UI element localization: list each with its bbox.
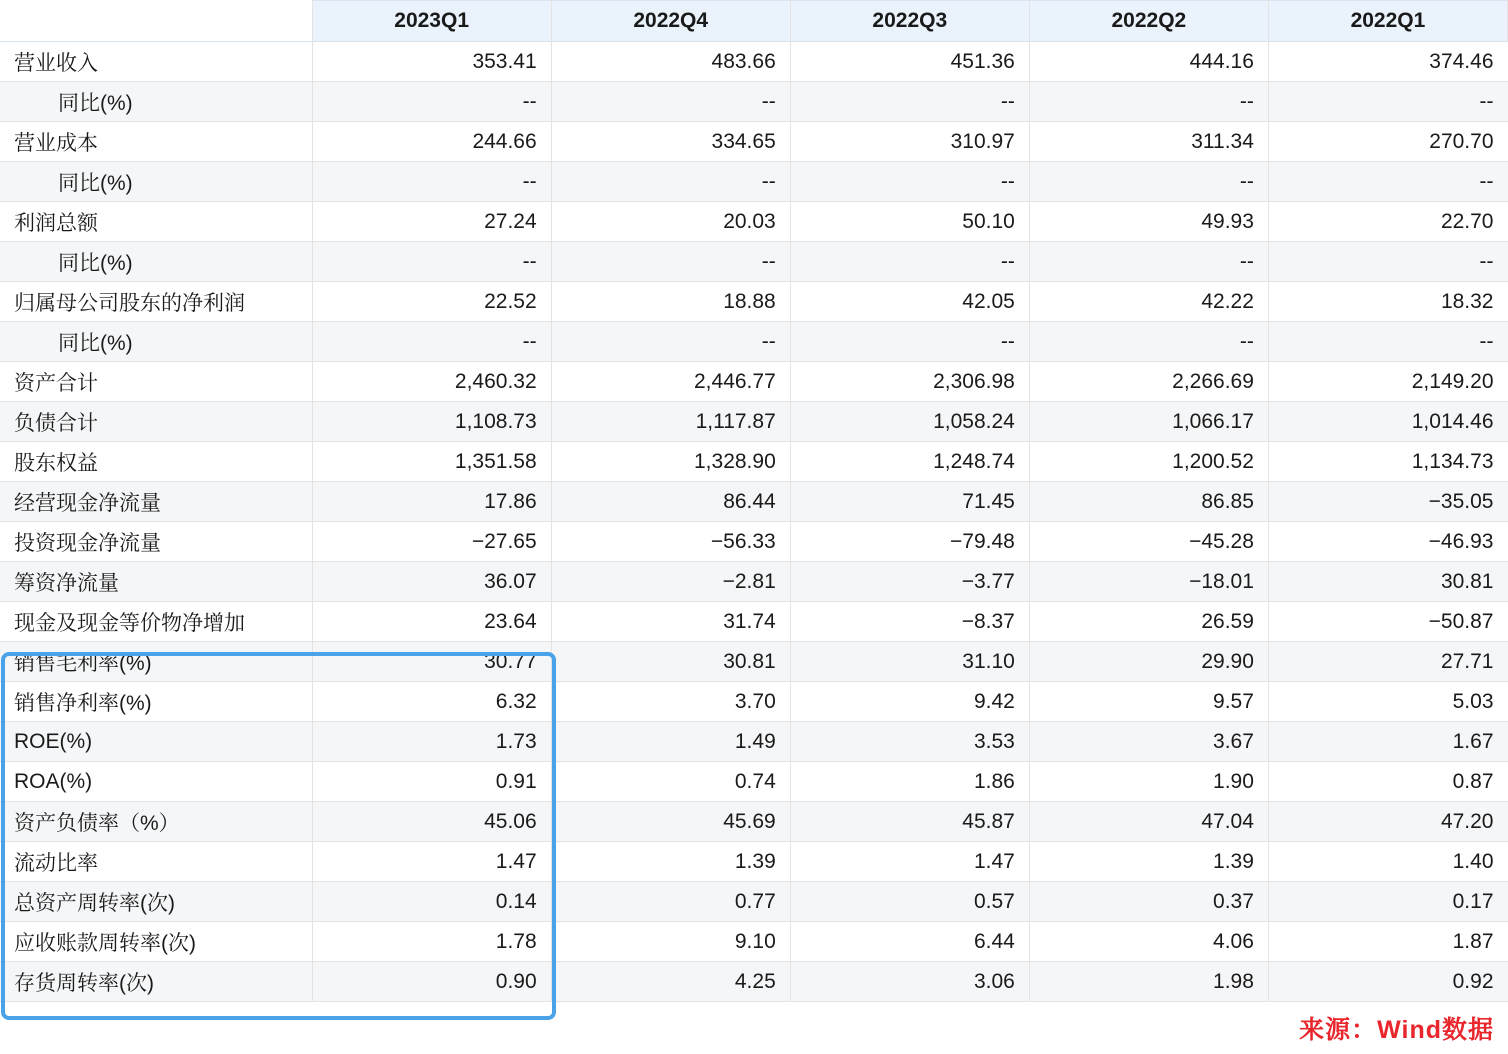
cell-value: 30.77: [312, 642, 551, 682]
cell-value: −50.87: [1268, 602, 1507, 642]
cell-value: --: [312, 82, 551, 122]
cell-value: --: [790, 82, 1029, 122]
table-row: [0, 722, 1508, 762]
cell-value: 1.86: [790, 762, 1029, 802]
row-label: 资产合计: [0, 362, 312, 402]
column-header-2022Q1: 2022Q1: [1268, 1, 1507, 42]
cell-value: −27.65: [312, 522, 551, 562]
row-label: 经营现金净流量: [0, 482, 312, 522]
cell-value: 26.59: [1029, 602, 1268, 642]
column-header-2022Q3: 2022Q3: [790, 1, 1029, 42]
row-label: 同比(%): [0, 242, 312, 282]
cell-value: 31.10: [790, 642, 1029, 682]
cell-value: 18.32: [1268, 282, 1507, 322]
cell-value: 244.66: [312, 122, 551, 162]
cell-value: 4.25: [551, 962, 790, 1002]
cell-value: --: [312, 242, 551, 282]
cell-value: 49.93: [1029, 202, 1268, 242]
row-label: 流动比率: [0, 842, 312, 882]
cell-value: 9.42: [790, 682, 1029, 722]
row-label: 同比(%): [0, 162, 312, 202]
table-row: [0, 762, 1508, 802]
cell-value: 1.49: [551, 722, 790, 762]
cell-value: 2,460.32: [312, 362, 551, 402]
table-row: [0, 402, 1508, 442]
cell-value: −79.48: [790, 522, 1029, 562]
cell-value: --: [1029, 242, 1268, 282]
cell-value: --: [790, 162, 1029, 202]
cell-value: 353.41: [312, 42, 551, 82]
cell-value: 334.65: [551, 122, 790, 162]
row-label: 现金及现金等价物净增加: [0, 602, 312, 642]
cell-value: 1,058.24: [790, 402, 1029, 442]
table-row: [0, 802, 1508, 842]
cell-value: 451.36: [790, 42, 1029, 82]
cell-value: −45.28: [1029, 522, 1268, 562]
cell-value: 2,266.69: [1029, 362, 1268, 402]
row-label: 负债合计: [0, 402, 312, 442]
table-row: [0, 642, 1508, 682]
cell-value: −46.93: [1268, 522, 1507, 562]
cell-value: 0.77: [551, 882, 790, 922]
table-row: [0, 162, 1508, 202]
cell-value: --: [790, 322, 1029, 362]
cell-value: --: [1029, 162, 1268, 202]
row-label: 销售毛利率(%): [0, 642, 312, 682]
cell-value: 47.20: [1268, 802, 1507, 842]
cell-value: 42.05: [790, 282, 1029, 322]
cell-value: --: [312, 322, 551, 362]
row-label: 投资现金净流量: [0, 522, 312, 562]
cell-value: 310.97: [790, 122, 1029, 162]
cell-value: 270.70: [1268, 122, 1507, 162]
cell-value: 6.44: [790, 922, 1029, 962]
row-label: 股东权益: [0, 442, 312, 482]
cell-value: 20.03: [551, 202, 790, 242]
cell-value: 86.85: [1029, 482, 1268, 522]
cell-value: 1.47: [312, 842, 551, 882]
table-row: [0, 122, 1508, 162]
table-body: [0, 42, 1508, 1002]
cell-value: 1,248.74: [790, 442, 1029, 482]
cell-value: 22.70: [1268, 202, 1507, 242]
row-label: 营业成本: [0, 122, 312, 162]
cell-value: −18.01: [1029, 562, 1268, 602]
cell-value: −3.77: [790, 562, 1029, 602]
cell-value: 483.66: [551, 42, 790, 82]
cell-value: --: [1029, 82, 1268, 122]
row-label: 应收账款周转率(次): [0, 922, 312, 962]
table-row: [0, 682, 1508, 722]
cell-value: 18.88: [551, 282, 790, 322]
row-label: 销售净利率(%): [0, 682, 312, 722]
cell-value: 45.87: [790, 802, 1029, 842]
cell-value: 17.86: [312, 482, 551, 522]
cell-value: 45.06: [312, 802, 551, 842]
cell-value: 0.91: [312, 762, 551, 802]
cell-value: --: [551, 82, 790, 122]
cell-value: 30.81: [551, 642, 790, 682]
cell-value: 3.53: [790, 722, 1029, 762]
cell-value: −56.33: [551, 522, 790, 562]
cell-value: 0.37: [1029, 882, 1268, 922]
table-row: [0, 82, 1508, 122]
cell-value: 1,200.52: [1029, 442, 1268, 482]
cell-value: --: [551, 242, 790, 282]
column-header-2023Q1: 2023Q1: [312, 1, 551, 42]
table-row: [0, 962, 1508, 1002]
cell-value: 23.64: [312, 602, 551, 642]
cell-value: 1.40: [1268, 842, 1507, 882]
cell-value: 311.34: [1029, 122, 1268, 162]
row-label: 归属母公司股东的净利润: [0, 282, 312, 322]
cell-value: 2,446.77: [551, 362, 790, 402]
cell-value: 4.06: [1029, 922, 1268, 962]
table-row: [0, 202, 1508, 242]
row-label: 筹资净流量: [0, 562, 312, 602]
cell-value: --: [1268, 322, 1507, 362]
cell-value: 71.45: [790, 482, 1029, 522]
cell-value: 22.52: [312, 282, 551, 322]
cell-value: 29.90: [1029, 642, 1268, 682]
cell-value: 1,134.73: [1268, 442, 1507, 482]
table-row: [0, 842, 1508, 882]
cell-value: 1.39: [1029, 842, 1268, 882]
cell-value: 9.10: [551, 922, 790, 962]
source-label: 来源：Wind数据: [1299, 1016, 1494, 1044]
table-corner-cell: [0, 1, 312, 42]
cell-value: 0.92: [1268, 962, 1507, 1002]
cell-value: 444.16: [1029, 42, 1268, 82]
row-label: 利润总额: [0, 202, 312, 242]
row-label: 总资产周转率(次): [0, 882, 312, 922]
cell-value: 1.73: [312, 722, 551, 762]
table-row: [0, 242, 1508, 282]
cell-value: 1.90: [1029, 762, 1268, 802]
table-row: [0, 42, 1508, 82]
row-label: 同比(%): [0, 322, 312, 362]
cell-value: 27.71: [1268, 642, 1507, 682]
table-row: [0, 442, 1508, 482]
cell-value: 42.22: [1029, 282, 1268, 322]
cell-value: 45.69: [551, 802, 790, 842]
cell-value: 1.67: [1268, 722, 1507, 762]
cell-value: 0.14: [312, 882, 551, 922]
row-label: 存货周转率(次): [0, 962, 312, 1002]
cell-value: --: [551, 322, 790, 362]
cell-value: 1,066.17: [1029, 402, 1268, 442]
row-label: ROA(%): [0, 762, 312, 802]
cell-value: --: [551, 162, 790, 202]
cell-value: 1,014.46: [1268, 402, 1507, 442]
cell-value: 1.98: [1029, 962, 1268, 1002]
cell-value: −35.05: [1268, 482, 1507, 522]
cell-value: 6.32: [312, 682, 551, 722]
cell-value: 1.87: [1268, 922, 1507, 962]
cell-value: --: [1268, 82, 1507, 122]
cell-value: 47.04: [1029, 802, 1268, 842]
cell-value: --: [312, 162, 551, 202]
cell-value: −2.81: [551, 562, 790, 602]
column-header-2022Q2: 2022Q2: [1029, 1, 1268, 42]
cell-value: 1,108.73: [312, 402, 551, 442]
table-row: [0, 602, 1508, 642]
cell-value: 27.24: [312, 202, 551, 242]
cell-value: 1,117.87: [551, 402, 790, 442]
cell-value: 1,351.58: [312, 442, 551, 482]
cell-value: 2,306.98: [790, 362, 1029, 402]
cell-value: 9.57: [1029, 682, 1268, 722]
cell-value: --: [790, 242, 1029, 282]
cell-value: 0.57: [790, 882, 1029, 922]
table-row: [0, 922, 1508, 962]
row-label: 营业收入: [0, 42, 312, 82]
table-row: [0, 282, 1508, 322]
row-label: 资产负债率（%）: [0, 802, 312, 842]
cell-value: 1.78: [312, 922, 551, 962]
cell-value: 0.17: [1268, 882, 1507, 922]
cell-value: 3.67: [1029, 722, 1268, 762]
cell-value: 3.06: [790, 962, 1029, 1002]
cell-value: --: [1029, 322, 1268, 362]
cell-value: 3.70: [551, 682, 790, 722]
cell-value: 30.81: [1268, 562, 1507, 602]
cell-value: 374.46: [1268, 42, 1507, 82]
column-header-2022Q4: 2022Q4: [551, 1, 790, 42]
cell-value: 0.74: [551, 762, 790, 802]
cell-value: 5.03: [1268, 682, 1507, 722]
cell-value: --: [1268, 242, 1507, 282]
cell-value: 31.74: [551, 602, 790, 642]
table-row: [0, 522, 1508, 562]
cell-value: --: [1268, 162, 1507, 202]
table-row: [0, 322, 1508, 362]
row-label: 同比(%): [0, 82, 312, 122]
cell-value: 0.87: [1268, 762, 1507, 802]
table-row: [0, 882, 1508, 922]
cell-value: 86.44: [551, 482, 790, 522]
cell-value: −8.37: [790, 602, 1029, 642]
cell-value: 36.07: [312, 562, 551, 602]
cell-value: 1.47: [790, 842, 1029, 882]
cell-value: 1,328.90: [551, 442, 790, 482]
table-row: [0, 362, 1508, 402]
cell-value: 1.39: [551, 842, 790, 882]
cell-value: 2,149.20: [1268, 362, 1507, 402]
table-row: [0, 482, 1508, 522]
cell-value: 50.10: [790, 202, 1029, 242]
row-label: ROE(%): [0, 722, 312, 762]
table-row: [0, 562, 1508, 602]
table-header-row: [0, 1, 1508, 42]
cell-value: 0.90: [312, 962, 551, 1002]
